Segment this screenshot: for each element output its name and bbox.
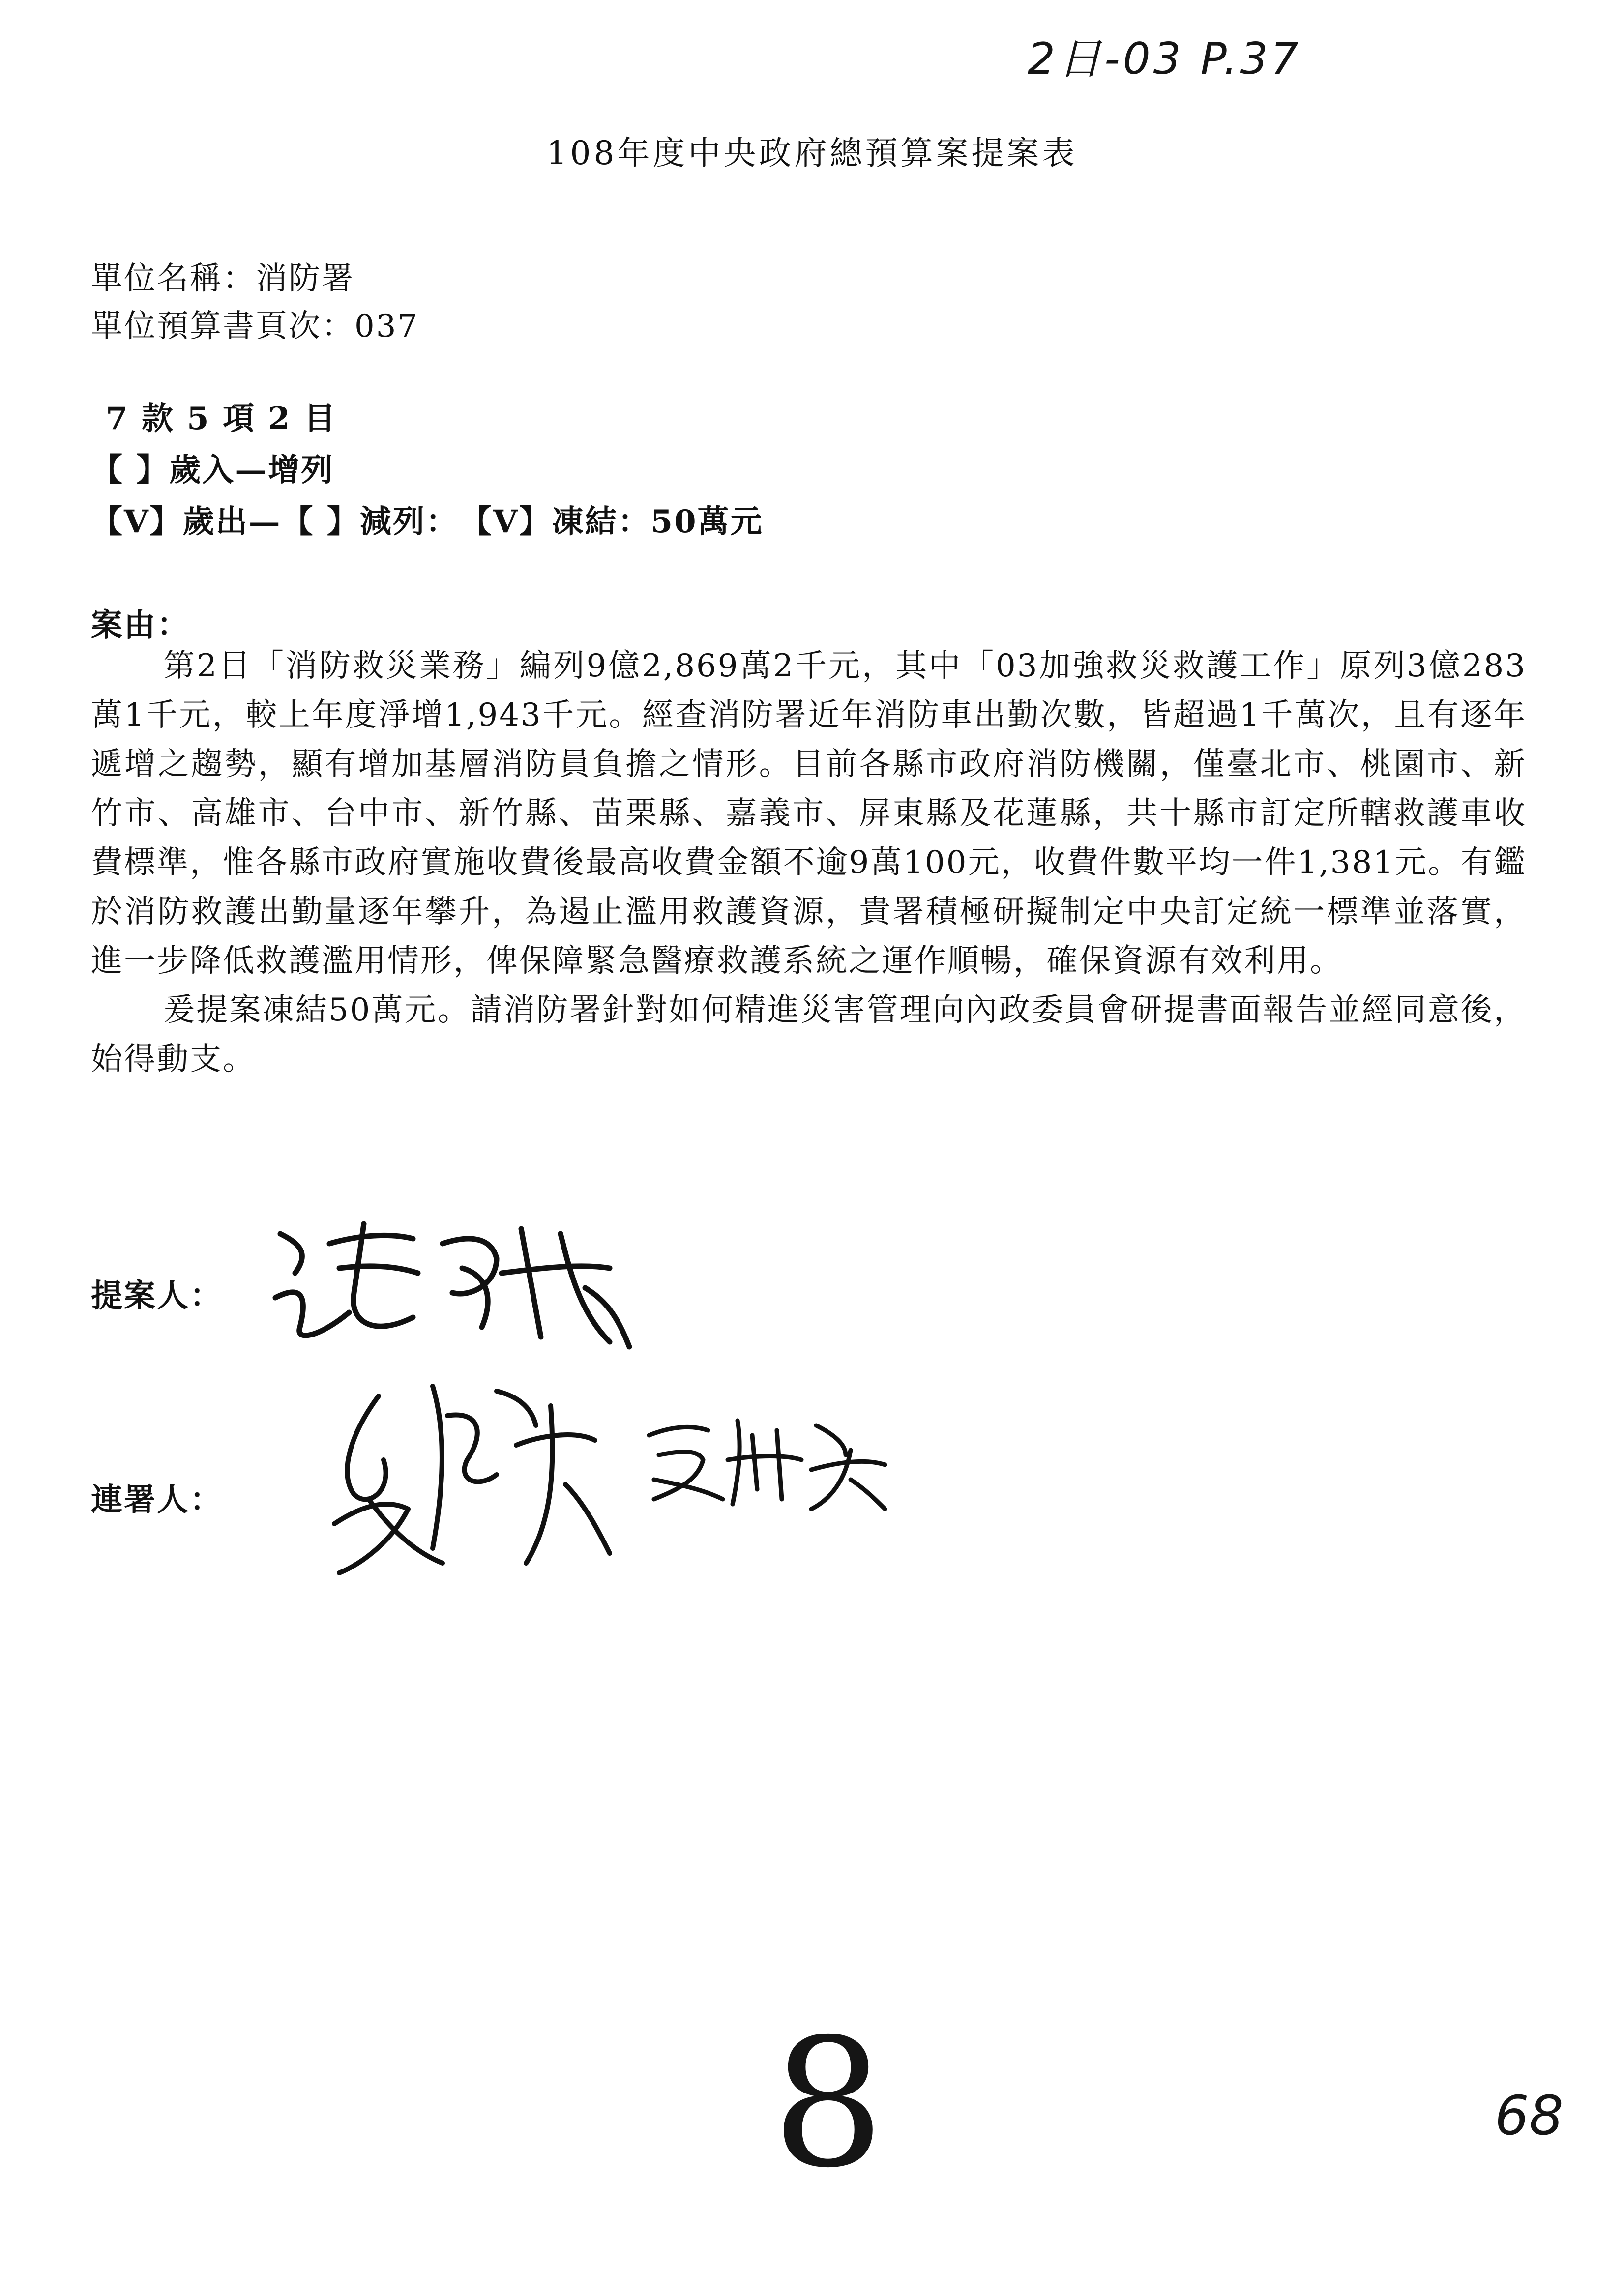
reason-paragraph-2: 爰提案凍結50萬元。請消防署針對如何精進災害管理向內政委員會研提書面報告並經同意後，始得動支。 [91,992,1527,1077]
unit-name: 單位名稱：消防署 [91,261,354,297]
reason-label: 案由： [91,607,190,643]
reason-paragraph-1: 第2目「消防救災業務」編列9億2,869萬2千元，其中「03加強救災救護工作」原列3億283萬1千元，較上年度淨增1,943千元。經查消防署近年消防車出勤次數，皆超過1千萬次，且有逐年遞增之趨勢，顯有增加基層消防員負擔之情形。目前各縣市政府消防機關，僅臺北市、桃園市、新竹市、高雄市、台中市、新竹縣、苗栗縣、嘉義市、屏東縣及花蓮縣，共十縣市訂定所轄救護車收費標準，惟各縣市政府實施收費後最高收費金額不逾9萬100元，收費件數平均一件1,381元。有鑑於消防救護出勤量逐年攀升，為遏止濫用救護資源，貴署積極研擬制定中央訂定統一標準並落實，進一步降低救護濫用情形，俾保障緊急醫療救護系統之運作順暢，確保資源有效利用。 [91,648,1527,979]
cosigner-signature-1 [320,1376,624,1583]
expense-line: 【V】歲出—【 】減列： 【V】凍結：50萬元 [91,503,764,540]
reason-body [91,641,1527,1084]
proposer-label: 提案人： [91,1278,223,1314]
revenue-line: 【 】歲入—增列 [91,452,334,489]
handwritten-stamp: 2日-03 P.37 [1028,33,1301,84]
proposer-signature [266,1214,639,1362]
page-title: 108年度中央政府總預算案提案表 [546,134,1078,172]
cosigner-label: 連署人： [91,1482,223,1518]
budget-article: 7 款 5 項 2 目 [106,400,337,437]
unit-budget-page: 單位預算書頁次：037 [91,308,419,345]
page-number: 8 [772,2001,885,2207]
handwritten-corner-number: 68 [1495,2084,1564,2147]
cosigner-signature-2 [639,1406,895,1514]
